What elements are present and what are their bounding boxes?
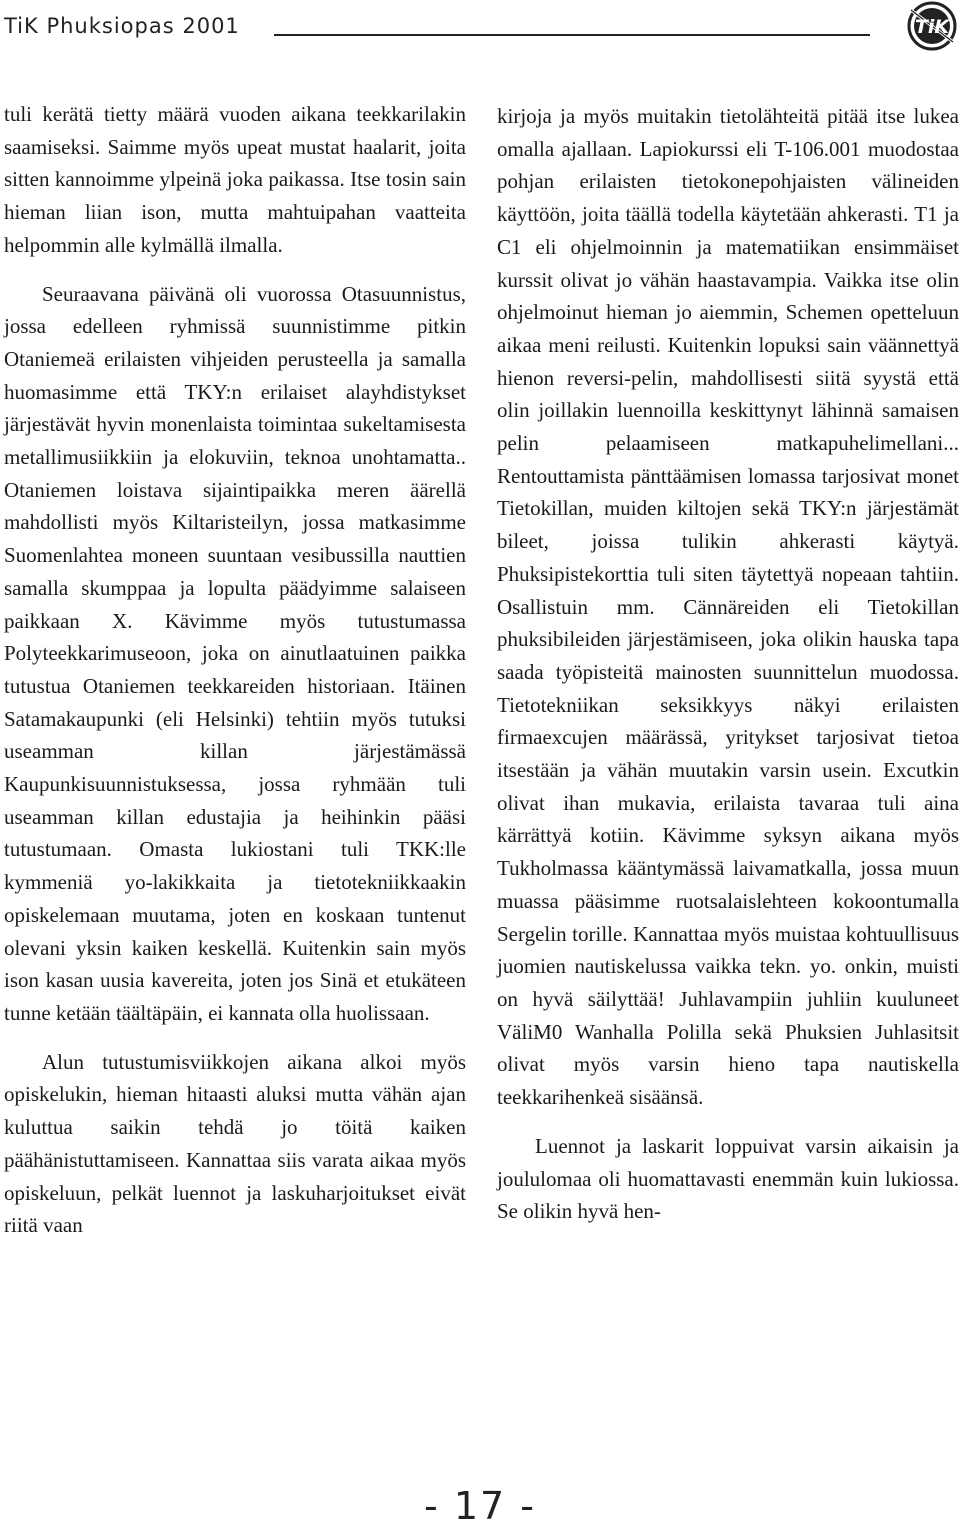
header-rule: [274, 34, 870, 36]
left-column: [4, 98, 466, 1242]
right-paragraph-1: kirjoja ja myös muitakin tietolähteitä pitää itse lukea omalla ajallaan. Lapiokurssi eli T-106.001 muodostaa pohjan erilaisten tietokonepohjaisten välineiden käyttöön, joita täällä todella käytetään ahkerasti. T1 ja C1 eli ohjelmoinnin ja matematiikan ensimmäiset kurssit olivat jo vähän haastavampia. Vaikka itse olin ohjelmoinut hieman jo aiemmin, Schemen opetteluun aikaa meni reilusti. Kuitenkin lopuksi sain väännettyä hienon reversi-pelin, mahdollisesti siitä syystä että olin joillakin luennoilla keskittynyt lähinnä samaisen pelin pelaamiseen matkapuhelimellani... Rentouttamista pänttäämisen lomassa tarjosivat monet Tietokillan, muiden kiltojen sekä TKY:n järjestämät bileet, joissa tulikin ahkerasti käytyä. Phuksipistekorttia tuli siten täytettyä nopeaan tahtiin. Osallistuin mm. Cännäreiden eli Tietokillan phuksibileiden järjestämiseen, joka olikin hauska tapa saada työpisteitä mainosten suunnittelun muodossa. Tietotekniikan seksikkyys näkyi erilaisten firmaexcujen määrässä, yritykset tarjosivat tietoa itsestään ja vähän muutakin varsin usein. Excutkin olivat ihan mukavia, erilaista tavaraa tuli aina kärrättyä kotiin. Kävimme syksyn aikana myös Tukholmassa kääntymässä laivamatkalla, jossa muun muassa pääsimme ruotsalaislehteen kokoontumalla Sergelin torille. Kannattaa myös muistaa kohtuullisuus juomien nautiskelussa vaikka tekn. yo. onkin, muisti on hyvä säilyttää! Juhlavampiin juhliin kuuluneet VäliM0 Wanhalla Polilla sekä Phuksien Juhlasitsit olivat myös varsin hieno tapa nautiskella teekkarihenkeä sisäänsä.: [497, 104, 959, 1110]
left-paragraph-3: Alun tutustumisviikkojen aikana alkoi myös opiskelukin, hieman hitaasti aluksi mutta vähän ajan kuluttua saikin tehdä jo töitä kaiken päähänistuttamiseen. Kannattaa siis varata aikaa myös opiskeluun, pelkät luennot ja laskuharjoitukset eivät riitä vaan: [4, 1049, 466, 1238]
page-number: - 17 -: [424, 1484, 536, 1528]
header-title: TiK Phuksiopas 2001: [4, 14, 240, 38]
left-paragraph-2: Seuraavana päivänä oli vuorossa Otasuunnistus, jossa edelleen ryhmissä suunnistimme pitkin Otaniemeä erilaisten vihjeiden perusteella ja samalla huomasimme että TKY:n erilaiset alayhdistykset järjestävät hyvin monenlaista toimintaa sukeltamisesta metallimusiikkiin ja elokuviin, teknoa unohtamatta.. Otaniemen loistava sijaintipaikka meren äärellä mahdollisti myös Kiltaristeilyn, jossa matkasimme Suomenlahtea moneen suuntaan vesibussilla nauttien samalla skumppaa ja lopulta päädyimme salaiseen paikkaan X. Kävimme myös tutustumassa Polyteekkarimuseoon, joka on ainutlaatuinen paikka tutustua Otaniemen teekkareiden historiaan. Itäinen Satamakaupunki (eli Helsinki) tehtiin myös tutuksi useamman killan järjestämässä Kaupunkisuunnistuksessa, jossa ryhmään tuli useamman killan edustajia ja heihinkin pääsi tutustumaan. Omasta lukiostani tuli TKK:lle kymmeniä yo-lakikkaita ja tietotekniikkaakin opiskelemaan muutama, joten en koskaan tuntenut olevani yksin kaiken keskellä. Kuitenkin sain myös ison kasan uusia kavereita, joten jos Sinä et etukäteen tunne ketään täältäpäin, ei kannata olla huolissaan.: [4, 281, 466, 1025]
tik-logo-icon: [903, 0, 960, 52]
right-paragraph-2: Luennot ja laskarit loppuivat varsin aikaisin ja joululomaa oli huomattavasti enemmän kuin lukiossa. Se olikin hyvä hen-: [497, 1133, 959, 1224]
right-column: [497, 100, 959, 1228]
left-paragraph-1: tuli kerätä tietty määrä vuoden aikana teekkarilakin saamiseksi. Saimme myös upeat mustat haalarit, joita sitten kannoimme ylpeinä joka paikassa. Itse tosin sain hieman liian ison, mutta mahtuipahan vaatteita helpommin alle kylmällä ilmalla.: [4, 102, 466, 257]
logo-text: TiK: [914, 16, 950, 38]
